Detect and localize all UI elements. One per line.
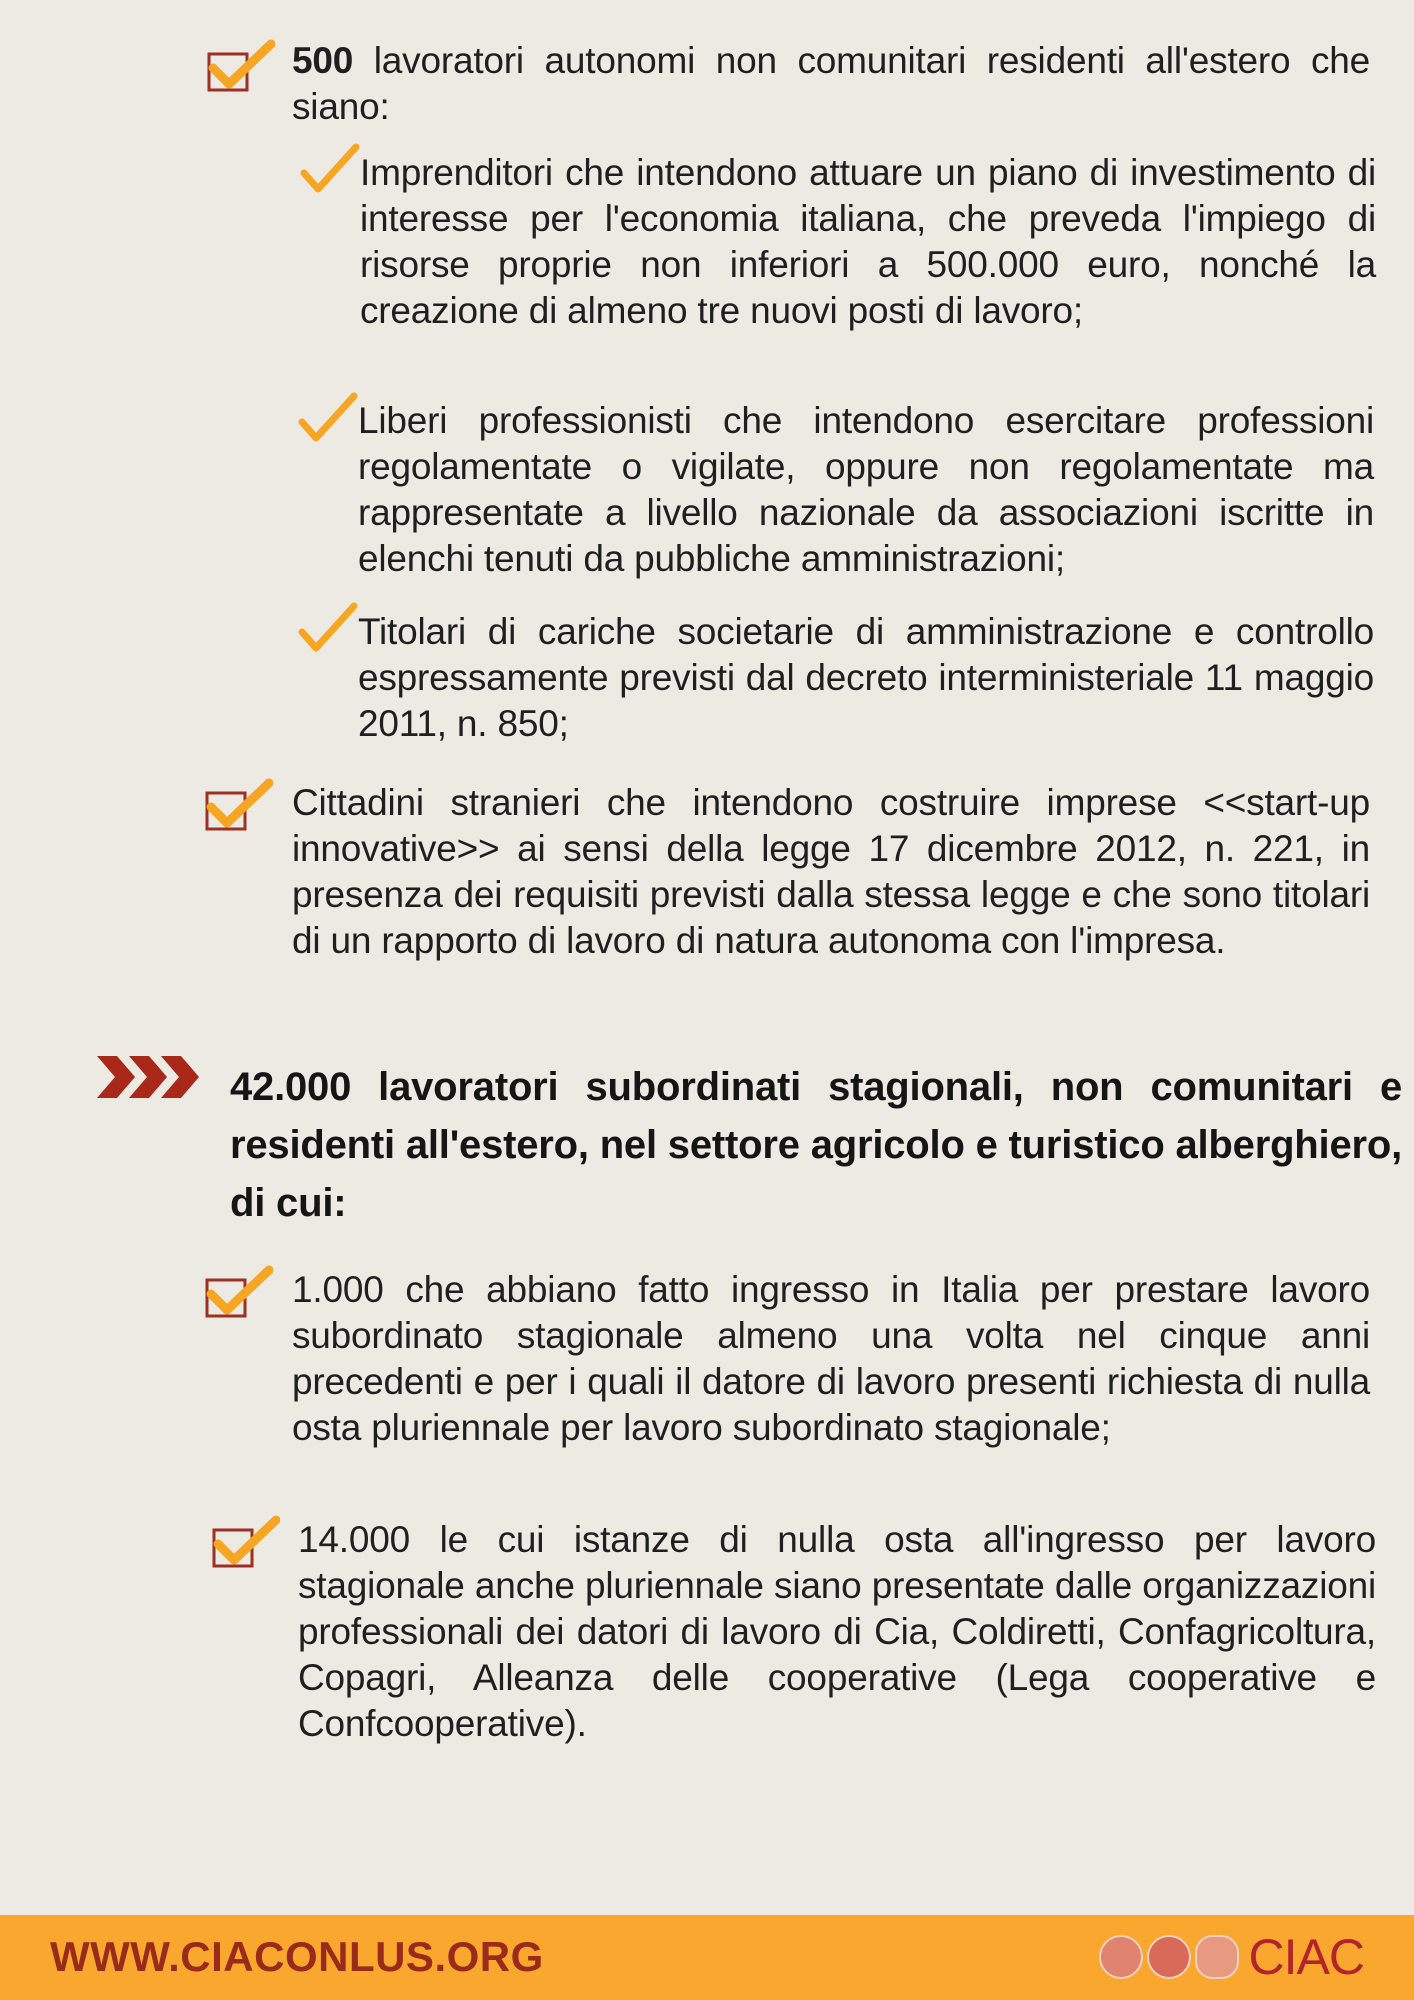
ciac-logo [1099, 1927, 1364, 1987]
logo-face-icon [1099, 1935, 1143, 1979]
list-item-startup-citizens [292, 780, 1370, 964]
sub-item-text: Titolari di cariche societarie di amministrazione e controllo espressamente previsti dal decreto interministeriale 11 maggio 2011, n. 850; [358, 611, 1374, 744]
triple-chevron-icon [95, 1054, 205, 1100]
checkmark-icon [298, 392, 358, 444]
checkbox-check-icon [203, 1264, 273, 1322]
sub-item-professionals [358, 398, 1374, 582]
footer-bar [0, 1915, 1414, 2000]
sub-item-entrepreneurs [360, 150, 1376, 334]
sub-item-company-officers [358, 609, 1374, 747]
website-link[interactable]: WWW.CIACONLUS.ORG [50, 1933, 544, 1980]
list-item-organization-requests [298, 1517, 1376, 1747]
item-text: 1.000 che abbiano fatto ingresso in Italia per prestare lavoro subordinato stagionale almeno una volta nel cinque anni precedenti e per i quali il datore di lavoro presenti richiesta di nulla osta pluriennale per lavoro subordinato stagionale; [292, 1269, 1370, 1448]
checkbox-check-icon [210, 1514, 280, 1572]
lead-text: lavoratori autonomi non comunitari residenti all'estero che siano: [292, 40, 1370, 127]
logo-building-icon [1195, 1935, 1239, 1979]
sub-item-text: Imprenditori che intendono attuare un piano di investimento di interesse per l'economia italiana, che preveda l'impiego di risorse proprie non inferiori a 500.000 euro, nonché la creazione di almeno tre nuovi posti di lavoro; [360, 152, 1376, 331]
logo-text: CIAC [1248, 1929, 1364, 1985]
section-heading: 42.000 lavoratori subordinati stagionali, non comunitari e residenti all'estero, nel settore agricolo e turistico alberghiero, di cui: [230, 1065, 1403, 1225]
checkbox-check-icon [203, 777, 273, 835]
lead-number: 500 [292, 40, 354, 81]
list-item-autonomous-workers [292, 38, 1370, 130]
item-text: Cittadini stranieri che intendono costruire imprese <<start-up innovative>> ai sensi della legge 17 dicembre 2012, n. 221, in presenza dei requisiti previsti dalla stessa legge e che sono titolari di un rapporto di lavoro di natura autonoma con l'impresa. [292, 782, 1370, 961]
item-text: 14.000 le cui istanze di nulla osta all'ingresso per lavoro stagionale anche pluriennale siano presentate dalle organizzazioni professionali dei datori di lavoro di Cia, Coldiretti, Confagricoltura, Copagri, Alleanza delle cooperative (Lega cooperative e Confcooperative). [298, 1519, 1376, 1744]
sub-item-text: Liberi professionisti che intendono esercitare professioni regolamentate o vigilate, oppure non regolamentate ma rappresentate a livello nazionale da associazioni iscritte in elenchi tenuti da pubbliche amministrazioni; [358, 400, 1374, 579]
checkbox-check-icon [205, 38, 275, 96]
list-item-returning-seasonal [292, 1267, 1370, 1451]
logo-face-icon [1147, 1935, 1191, 1979]
checkmark-icon [298, 602, 358, 654]
checkmark-icon [300, 143, 360, 195]
